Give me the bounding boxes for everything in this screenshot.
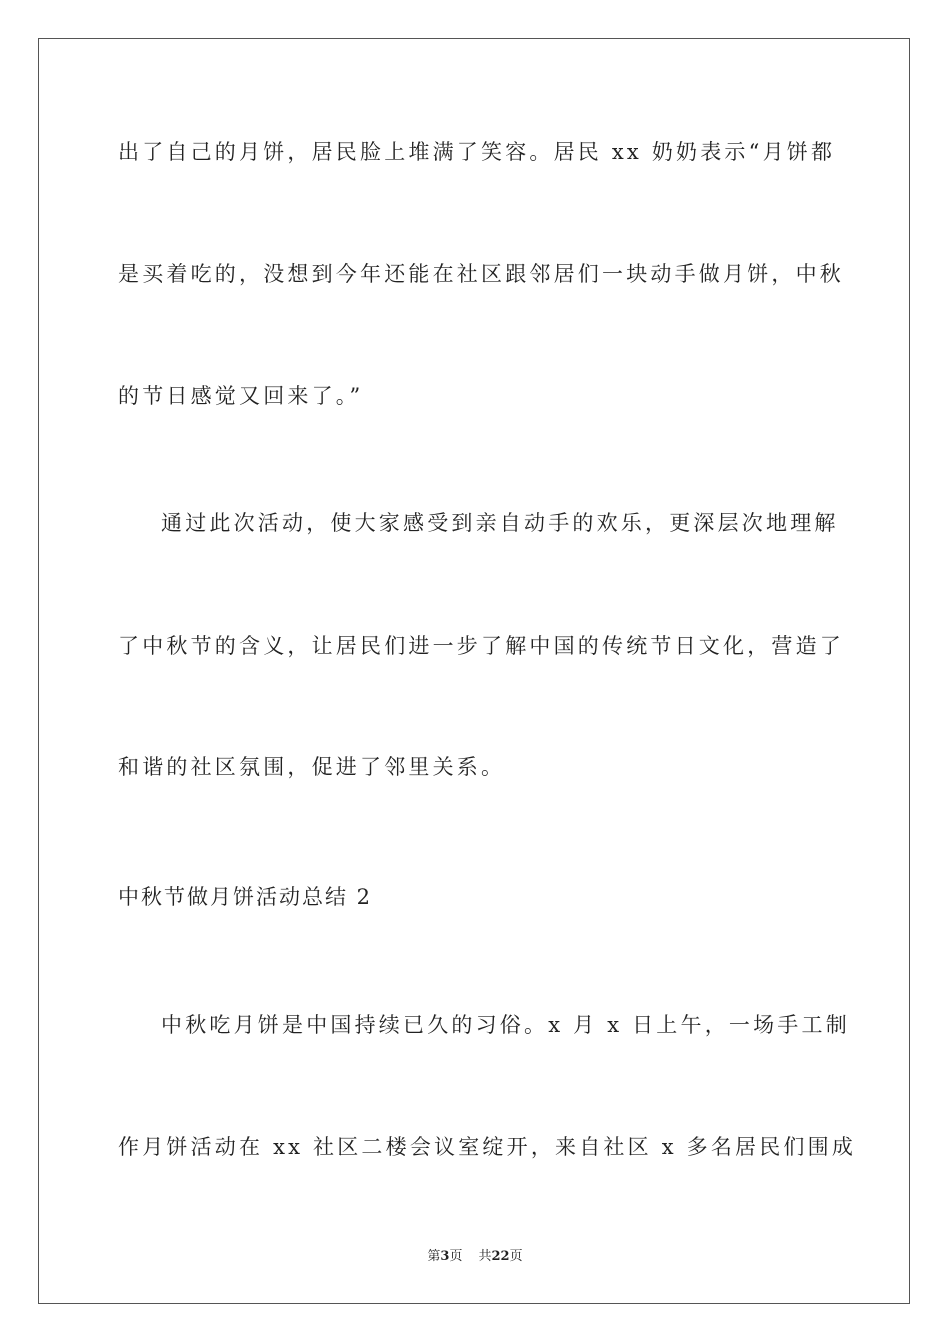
page-frame bbox=[38, 38, 910, 1304]
paragraph-line-3: 的节日感觉又回来了。” bbox=[118, 384, 364, 408]
paragraph-line-4: 通过此次活动，使大家感受到亲自动手的欢乐，更深层次地理解 bbox=[161, 511, 839, 535]
current-page-number: 3 bbox=[440, 1249, 450, 1264]
total-pages-number: 22 bbox=[491, 1249, 510, 1264]
paragraph-line-2: 是买着吃的，没想到今年还能在社区跟邻居们一块动手做月饼，中秋 bbox=[118, 262, 844, 286]
paragraph-line-6: 和谐的社区氛围，促进了邻里关系。 bbox=[118, 755, 506, 779]
paragraph-line-7: 中秋吃月饼是中国持续已久的习俗。x 月 x 日上午，一场手工制 bbox=[161, 1013, 850, 1037]
paragraph-line-1: 出了自己的月饼，居民脸上堆满了笑容。居民 xx 奶奶表示“月饼都 bbox=[118, 140, 836, 164]
section-heading: 中秋节做月饼活动总结 2 bbox=[118, 885, 373, 909]
paragraph-line-8: 作月饼活动在 xx 社区二楼会议室绽开，来自社区 x 多名居民们围成 bbox=[118, 1135, 857, 1159]
page-footer bbox=[0, 1248, 950, 1266]
total-prefix: 共 bbox=[478, 1249, 492, 1264]
paragraph-line-5: 了中秋节的含义，让居民们进一步了解中国的传统节日文化，营造了 bbox=[118, 634, 844, 658]
page-suffix: 页 bbox=[449, 1249, 463, 1264]
total-suffix: 页 bbox=[509, 1249, 523, 1264]
page-prefix: 第 bbox=[427, 1249, 441, 1264]
